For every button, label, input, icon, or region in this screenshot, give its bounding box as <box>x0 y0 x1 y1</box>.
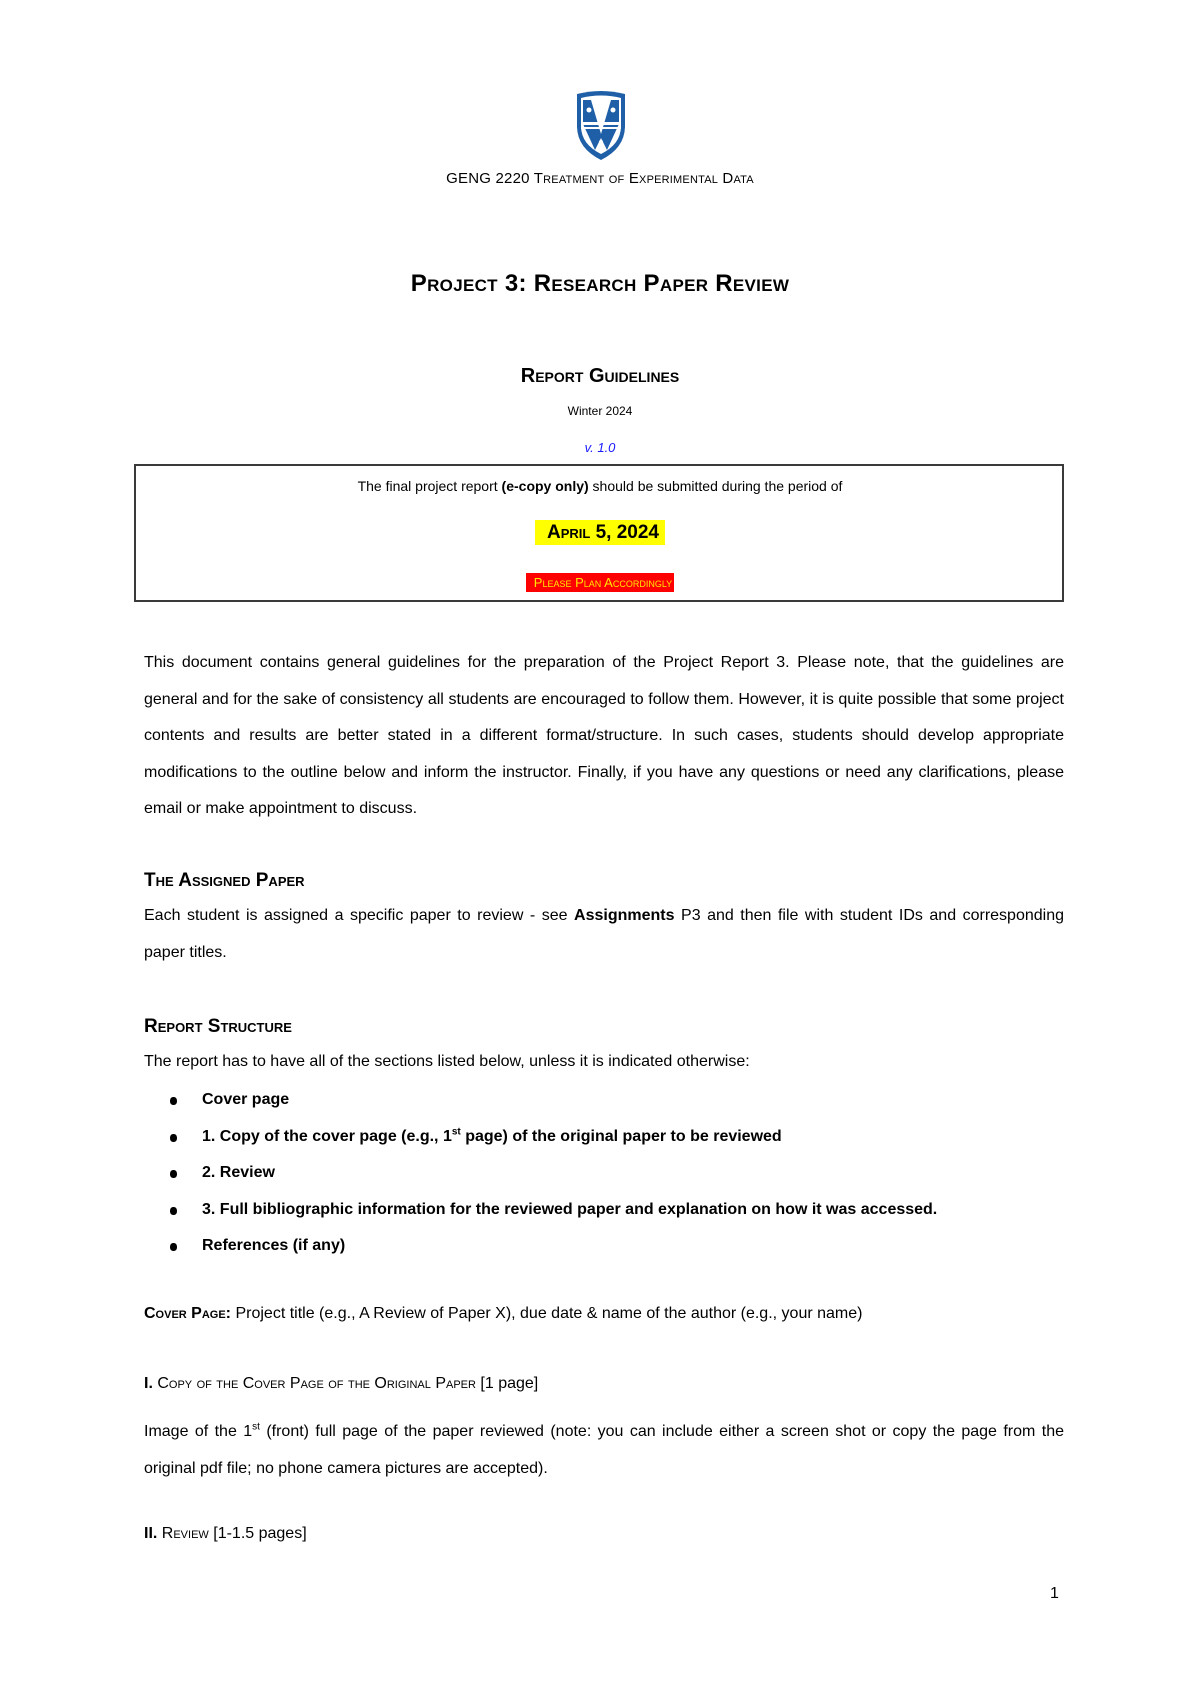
list-item <box>170 1119 937 1156</box>
section-number: II. <box>144 1525 158 1542</box>
section-length-note: [1-1.5 pages] <box>208 1525 307 1542</box>
plan-row <box>0 574 1200 592</box>
list-item-label-start: 1. Copy of the cover page (e.g., 1 <box>202 1127 452 1145</box>
term-label: Winter 2024 <box>567 404 633 418</box>
list-item <box>170 1228 937 1265</box>
deadline-row <box>0 522 1200 544</box>
list-item <box>170 1155 937 1192</box>
list-item-label-end: page) of the original paper to be reviewed <box>460 1127 782 1145</box>
university-shield-logo <box>573 90 629 162</box>
list-item-label: 2. Review <box>202 1164 275 1181</box>
copy-text-end: (front) full page of the paper reviewed (note: you can include either a screen shot or copy the page from the original pdf file; no phone camera pictures are accepted). <box>144 1423 1064 1477</box>
intro-paragraph: This document contains general guidelines for the preparation of the Project Report 3. Please note, that the guidelines are general and for the sake of consistency all students are encouraged to follow them. However, it is quite possible that some project contents and results are better stated in a different format/structure. In such cases, students should develop appropriate modifications to the outline below and inform the instructor. Finally, if you have any questions or need any clarifications, please email or make appointment to discuss. <box>144 654 1064 817</box>
cover-page-heading: Cover Page: <box>144 1305 232 1322</box>
page-title: Project 3: Research Paper Review <box>410 270 790 297</box>
notice-text-start: The final project report <box>357 478 502 494</box>
assignments-reference: Assignments <box>574 907 675 924</box>
course-title: GENG 2220 Treatment of Experimental Data <box>446 170 754 187</box>
version-label: v. 1.0 <box>584 440 616 455</box>
bullet-icon <box>170 1243 177 1251</box>
page-number: 1 <box>1050 1585 1059 1602</box>
section-heading-report-structure: Report Structure <box>144 1016 292 1037</box>
deadline-date: April 5, 2024 <box>535 520 665 545</box>
report-structure-intro: The report has to have all of the sections listed below, unless it is indicated otherwise: <box>144 1053 750 1070</box>
ordinal-suffix: st <box>451 1126 461 1138</box>
bullet-icon <box>170 1170 177 1178</box>
section-number: I. <box>144 1375 153 1392</box>
submission-notice-text <box>0 478 1200 494</box>
bullet-icon <box>170 1134 177 1142</box>
section-heading-review <box>144 1525 307 1543</box>
notice-ecopy-label: (e-copy only) <box>501 478 589 494</box>
section-heading-assigned-paper: The Assigned Paper <box>144 870 305 891</box>
report-sections-list <box>170 1082 937 1265</box>
list-item <box>170 1192 937 1229</box>
bullet-icon <box>170 1207 177 1215</box>
list-item-label: 3. Full bibliographic information for the reviewed paper and explanation on how it was accessed. <box>202 1200 938 1218</box>
assigned-paper-text <box>144 898 1064 971</box>
copy-text-start: Image of the 1 <box>144 1423 253 1440</box>
section-length-note: [1 page] <box>475 1375 539 1392</box>
assigned-text-end: P3 and then file with student IDs and corresponding paper titles. <box>144 907 1064 961</box>
cover-page-text: Project title (e.g., A Review of Paper X), due date & name of the author (e.g., your name) <box>231 1305 863 1322</box>
bullet-icon <box>170 1097 177 1105</box>
document-subtitle: Report Guidelines <box>520 365 680 387</box>
shield-icon <box>573 90 629 162</box>
plan-accordingly-banner: Please Plan Accordingly <box>526 573 674 592</box>
assigned-text-start: Each student is assigned a specific paper to review - see <box>144 907 575 924</box>
section-title: Copy of the Cover Page of the Original Paper <box>152 1375 476 1392</box>
ordinal-suffix: st <box>252 1421 260 1433</box>
notice-text-end: should be submitted during the period of <box>588 478 843 494</box>
list-item-label: Cover page <box>202 1091 290 1108</box>
section-heading-copy-cover-page <box>144 1375 538 1393</box>
cover-page-description <box>144 1305 862 1323</box>
list-item <box>170 1082 937 1119</box>
list-item-label: References (if any) <box>202 1237 346 1254</box>
copy-cover-page-text <box>144 1414 1064 1487</box>
section-title: Review <box>157 1525 209 1542</box>
